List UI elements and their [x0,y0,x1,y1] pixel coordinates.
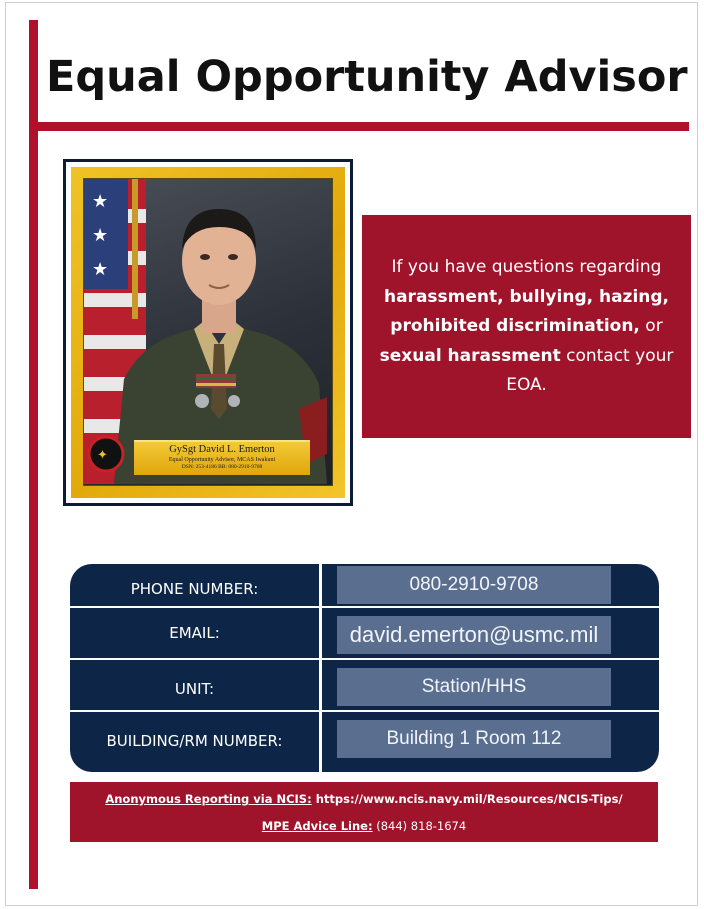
portrait-frame [63,159,353,506]
unit-value: Station/HHS [337,668,611,706]
ncis-url[interactable]: https://www.ncis.navy.mil/Resources/NCIS-Tips/ [311,792,623,806]
photo-name: GySgt David L. Emerton [169,444,275,455]
contact-row-building [70,712,659,762]
portrait-illustration [84,179,327,484]
footer-panel [70,782,658,842]
photo-nameplate [134,440,310,475]
message-bold-2: prohibited discrimination, [390,316,640,336]
message-bold-1: harassment, bullying, hazing, [383,286,670,307]
column-divider [319,564,322,772]
email-label: EMAIL: [169,624,220,642]
message-or: or [639,316,663,336]
message-intro: If you have questions regarding [391,257,662,277]
contact-row-email [70,608,659,658]
phone-label: PHONE NUMBER: [130,580,259,598]
mpe-label: MPE Advice Line: [261,819,373,833]
building-value: Building 1 Room 112 [337,720,611,758]
svg-text:★: ★ [92,191,109,212]
svg-text:★: ★ [92,259,109,280]
contact-row-unit [70,660,659,710]
email-value[interactable]: david.emerton@usmc.mil [337,616,611,654]
portrait-gold-border [71,167,345,498]
title-underline-bar [38,122,689,131]
message-panel [362,215,691,438]
svg-text:✦: ✦ [97,448,108,463]
ncis-line [70,792,658,806]
mpe-phone: (844) 818-1674 [372,819,467,833]
photo-dsn: DSN: 253-4186 BB: 080-2910-9708 [181,464,263,470]
contact-table [70,564,659,772]
message-outro: contact your EOA. [506,345,674,395]
ncis-label: Anonymous Reporting via NCIS: [105,792,312,806]
building-label: BUILDING/RM NUMBER: [106,732,283,750]
phone-value: 080-2910-9708 [337,566,611,604]
unit-label: UNIT: [174,680,215,698]
svg-text:★: ★ [92,225,109,246]
portrait-photo [83,178,333,486]
message-bold-3: sexual harassment [379,345,561,366]
page-title: Equal Opportunity Advisor [46,52,688,102]
photo-title: Equal Opportunity Advisor, MCAS Iwakuni [168,457,276,463]
mpe-line [70,819,658,833]
left-accent-bar [29,20,38,889]
